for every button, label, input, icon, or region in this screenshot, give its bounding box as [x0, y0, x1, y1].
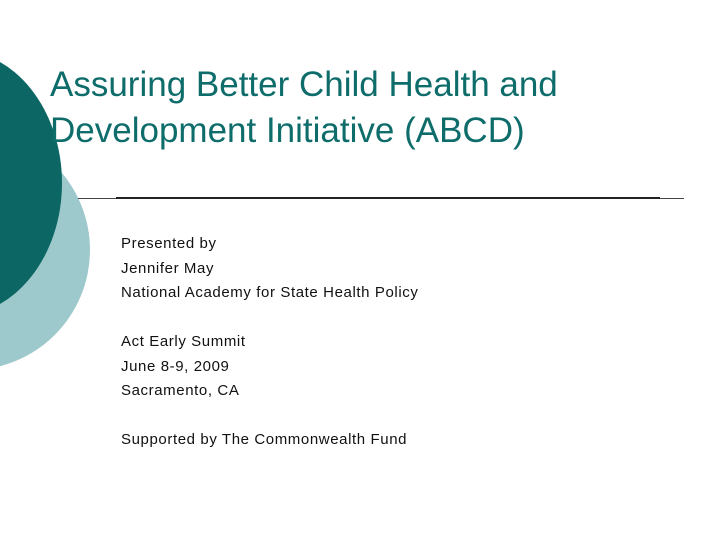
event-date: June 8-9, 2009 [121, 357, 230, 375]
presented-by-text: Presented by [121, 235, 217, 252]
presenter-organization: National Academy for State Health Policy [121, 284, 419, 301]
title-line-1: Assuring Better Child Health and [50, 65, 558, 104]
title-line-2: Development Initiative (ABCD) [50, 111, 525, 150]
slide-body [121, 232, 681, 453]
supporter-text: Supported by The Commonwealth Fund [121, 431, 408, 448]
slide-title [50, 62, 690, 154]
presenter-name: Jennifer May [121, 259, 215, 277]
blank-line [121, 306, 681, 331]
event-name: Act Early Summit [121, 333, 246, 350]
blank-line [121, 404, 681, 429]
event-location: Sacramento, CA [121, 382, 240, 399]
title-divider-accent [116, 197, 660, 199]
